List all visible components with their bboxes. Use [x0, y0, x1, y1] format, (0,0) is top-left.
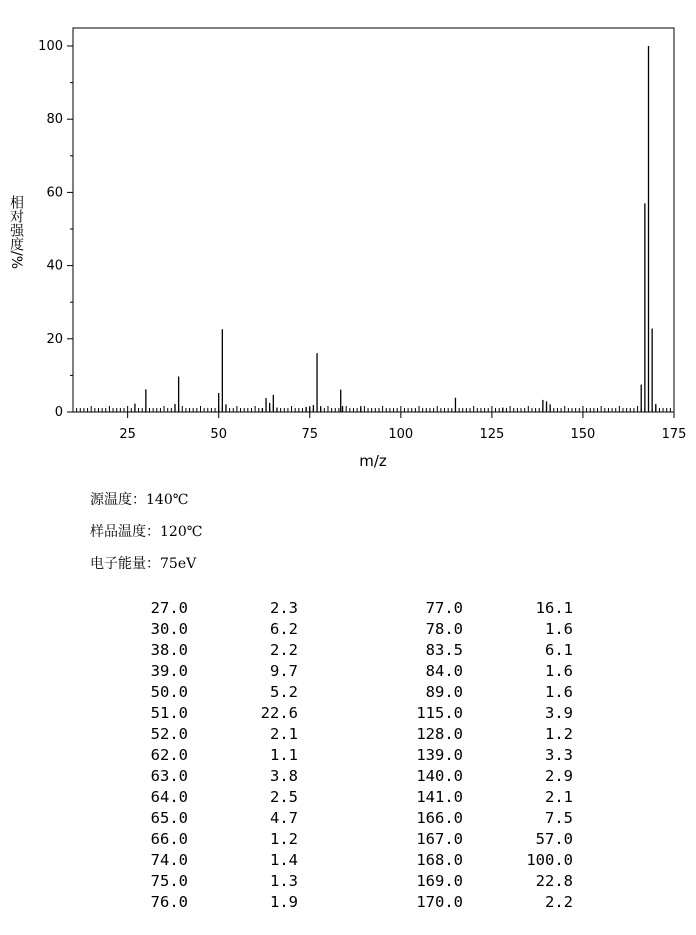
x-axis-label: m/z	[359, 452, 387, 470]
table-row	[120, 766, 573, 787]
table-row	[120, 598, 573, 619]
table-row	[120, 850, 573, 871]
mz-value: 170.0	[416, 893, 463, 911]
intensity-value: 6.1	[545, 641, 573, 659]
y-axis-ticks	[38, 39, 73, 420]
intensity-value: 2.2	[270, 641, 298, 659]
mz-value: 141.0	[416, 788, 463, 806]
x-tick-label: 125	[479, 427, 505, 442]
table-row	[120, 703, 573, 724]
mz-value: 52.0	[150, 725, 188, 743]
y-tick-label: 40	[46, 258, 63, 274]
x-minor-ticks	[77, 406, 671, 412]
mz-value: 64.0	[150, 788, 188, 806]
intensity-value: 1.2	[270, 830, 298, 848]
mz-value: 50.0	[150, 683, 188, 701]
y-tick-label: 80	[46, 112, 63, 128]
intensity-value: 22.6	[260, 704, 298, 722]
intensity-value: 1.1	[270, 746, 298, 764]
intensity-value: 100.0	[526, 851, 573, 869]
table-row	[120, 724, 573, 745]
mz-value: 39.0	[150, 662, 188, 680]
acquisition-conditions	[90, 484, 202, 580]
mz-value: 38.0	[150, 641, 188, 659]
y-tick-label: 60	[46, 185, 63, 201]
mz-value: 128.0	[416, 725, 463, 743]
mz-value: 66.0	[150, 830, 188, 848]
mz-value: 77.0	[425, 599, 463, 617]
x-axis-ticks	[119, 412, 686, 442]
electron-energy: 电子能量：75eV	[90, 556, 197, 572]
mz-value: 30.0	[150, 620, 188, 638]
table-row	[120, 808, 573, 829]
intensity-value: 57.0	[535, 830, 573, 848]
x-tick-label: 50	[210, 427, 227, 442]
intensity-value: 2.3	[270, 599, 298, 617]
table-row	[120, 871, 573, 892]
mz-value: 83.5	[425, 641, 463, 659]
x-tick-label: 175	[661, 427, 687, 442]
intensity-value: 2.5	[270, 788, 298, 806]
intensity-value: 2.1	[270, 725, 298, 743]
table-row	[120, 682, 573, 703]
x-tick-label: 25	[119, 427, 136, 442]
mz-value: 84.0	[425, 662, 463, 680]
intensity-value: 3.8	[270, 767, 298, 785]
intensity-value: 1.9	[270, 893, 298, 911]
sample-temperature: 样品温度：120℃	[90, 524, 203, 540]
intensity-value: 3.9	[545, 704, 573, 722]
table-row	[120, 661, 573, 682]
source-temperature: 源温度：140℃	[90, 492, 189, 508]
y-tick-label: 20	[46, 331, 63, 347]
intensity-value: 1.3	[270, 872, 298, 890]
intensity-value: 1.6	[545, 662, 573, 680]
intensity-value: 9.7	[270, 662, 298, 680]
intensity-value: 1.6	[545, 683, 573, 701]
table-row	[120, 829, 573, 850]
mz-value: 168.0	[416, 851, 463, 869]
intensity-value: 2.2	[545, 893, 573, 911]
mz-value: 89.0	[425, 683, 463, 701]
mz-value: 27.0	[150, 599, 188, 617]
y-tick-label: 0	[54, 405, 63, 420]
table-row	[120, 640, 573, 661]
intensity-value: 16.1	[535, 599, 573, 617]
y-axis-label: 相对强度/%	[8, 194, 24, 270]
mz-value: 51.0	[150, 704, 188, 722]
table-row	[120, 619, 573, 640]
mz-value: 139.0	[416, 746, 463, 764]
mz-value: 78.0	[425, 620, 463, 638]
plot-frame	[73, 28, 674, 412]
intensity-value: 1.6	[545, 620, 573, 638]
intensity-value: 1.2	[545, 725, 573, 743]
intensity-value: 22.8	[535, 872, 573, 890]
mz-value: 169.0	[416, 872, 463, 890]
mz-value: 74.0	[150, 851, 188, 869]
intensity-value: 7.5	[545, 809, 573, 827]
mz-value: 62.0	[150, 746, 188, 764]
intensity-value: 6.2	[270, 620, 298, 638]
intensity-value: 3.3	[545, 746, 573, 764]
y-tick-label: 100	[38, 39, 63, 54]
mz-value: 63.0	[150, 767, 188, 785]
mz-value: 167.0	[416, 830, 463, 848]
x-tick-label: 75	[301, 427, 319, 442]
table-row	[120, 745, 573, 766]
intensity-value: 2.1	[545, 788, 573, 806]
intensity-value: 1.4	[270, 851, 298, 869]
intensity-value: 4.7	[270, 809, 298, 827]
mz-value: 75.0	[150, 872, 188, 890]
x-tick-label: 150	[570, 427, 596, 442]
table-row	[120, 892, 573, 913]
spectrum-peaks	[135, 46, 656, 412]
intensity-value: 2.9	[545, 767, 573, 785]
mz-value: 76.0	[150, 893, 188, 911]
x-tick-label: 100	[388, 427, 414, 442]
intensity-value: 5.2	[270, 683, 298, 701]
mz-value: 65.0	[150, 809, 188, 827]
table-row	[120, 787, 573, 808]
mz-value: 140.0	[416, 767, 463, 785]
mz-value: 115.0	[416, 704, 463, 722]
mz-value: 166.0	[416, 809, 463, 827]
peak-table	[120, 598, 573, 913]
